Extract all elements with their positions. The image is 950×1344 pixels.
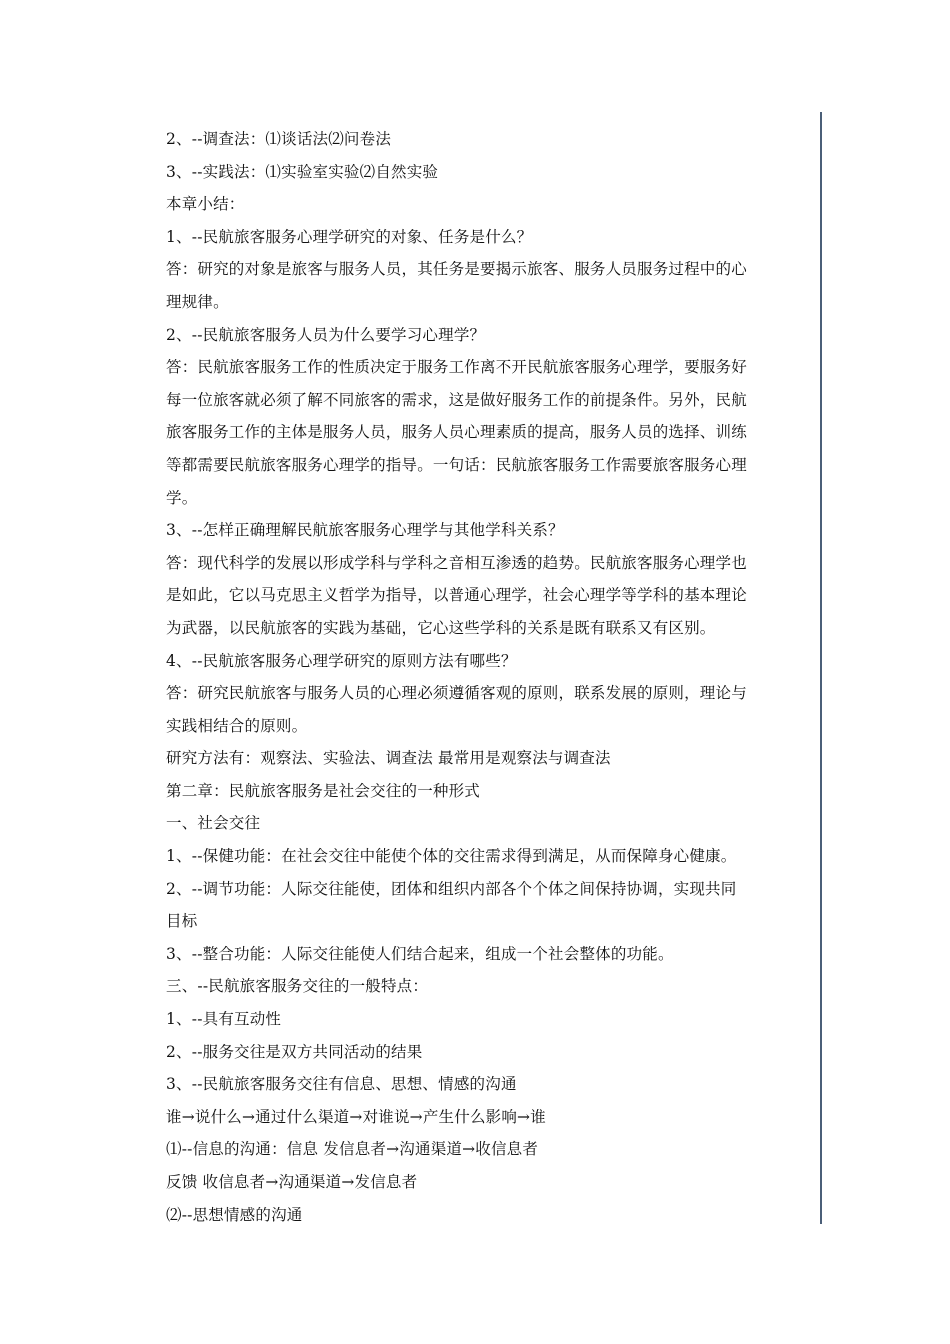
section-heading: 三、--民航旅客服务交往的一般特点： (166, 977, 429, 996)
text-line: 研究方法有：观察法、实验法、调查法 最常用是观察法与调查法 (166, 749, 611, 768)
answer-line: 答：研究民航旅客与服务人员的心理必须遵循客观的原则，联系发展的原则，理论与 (166, 684, 747, 703)
section-heading: 一、社会交往 (166, 814, 261, 833)
question-line: 2、--民航旅客服务人员为什么要学习心理学？ (166, 325, 486, 344)
answer-line: 答：现代科学的发展以形成学科与学科之音相互渗透的趋势。民航旅客服务心理学也 (166, 553, 747, 572)
answer-line: 每一位旅客就必须了解不同旅客的需求，这是做好服务工作的前提条件。另外，民航 (166, 390, 747, 409)
answer-line: 为武器，以民航旅客的实践为基础，它心这些学科的关系是既有联系又有区别。 (166, 618, 716, 637)
answer-line: 理规律。 (166, 292, 229, 311)
answer-line: 等都需要民航旅客服务心理学的指导。一句话：民航旅客服务工作需要旅客服务心理 (166, 455, 747, 474)
answer-line: 旅客服务工作的主体是服务人员，服务人员心理素质的提高，服务人员的选择、训练 (166, 423, 747, 442)
text-line: ⑵--思想情感的沟通 (166, 1205, 303, 1224)
text-line: 2、--调节功能：人际交往能使，团体和组织内部各个个体之间保持协调，实现共同 (166, 879, 737, 898)
text-line: 3、--民航旅客服务交往有信息、思想、情感的沟通 (166, 1075, 517, 1094)
text-line: 反馈 收信息者→沟通渠道→发信息者 (166, 1173, 418, 1191)
text-line: 谁→说什么→通过什么渠道→对谁说→产生什么影响→谁 (166, 1107, 546, 1126)
document-body (166, 123, 790, 1231)
section-heading: 本章小结： (166, 195, 245, 214)
question-line: 1、--民航旅客服务心理学研究的对象、任务是什么？ (166, 227, 533, 246)
text-line: 1、--具有互动性 (166, 1010, 282, 1029)
question-line: 3、--怎样正确理解民航旅客服务心理学与其他学科关系？ (166, 521, 564, 540)
text-line: ⑴--信息的沟通：信息 发信息者→沟通渠道→收信息者 (166, 1140, 539, 1159)
text-line: 1、--保健功能：在社会交往中能使个体的交往需求得到满足，从而保障身心健康。 (166, 847, 737, 866)
text-line: 2、--调查法：⑴谈话法⑵问卷法 (166, 130, 392, 148)
text-line: 目标 (166, 912, 198, 931)
answer-line: 学。 (166, 488, 198, 507)
answer-line: 答：民航旅客服务工作的性质决定于服务工作离不开民航旅客服务心理学，要服务好 (166, 358, 747, 377)
margin-rule (820, 112, 822, 1224)
text-line: 3、--整合功能：人际交往能使人们结合起来，组成一个社会整体的功能。 (166, 944, 674, 963)
answer-line: 是如此，它以马克思主义哲学为指导，以普通心理学，社会心理学等学科的基本理论 (166, 586, 747, 605)
text-line: 3、--实践法：⑴实验室实验⑵自然实验 (166, 162, 439, 181)
text-line: 2、--服务交往是双方共同活动的结果 (166, 1042, 423, 1061)
answer-line: 答：研究的对象是旅客与服务人员，其任务是要揭示旅客、服务人员服务过程中的心 (166, 260, 747, 279)
question-line: 4、--民航旅客服务心理学研究的原则方法有哪些？ (166, 651, 517, 670)
answer-line: 实践相结合的原则。 (166, 716, 308, 735)
chapter-heading: 第二章：民航旅客服务是社会交往的一种形式 (166, 781, 481, 800)
